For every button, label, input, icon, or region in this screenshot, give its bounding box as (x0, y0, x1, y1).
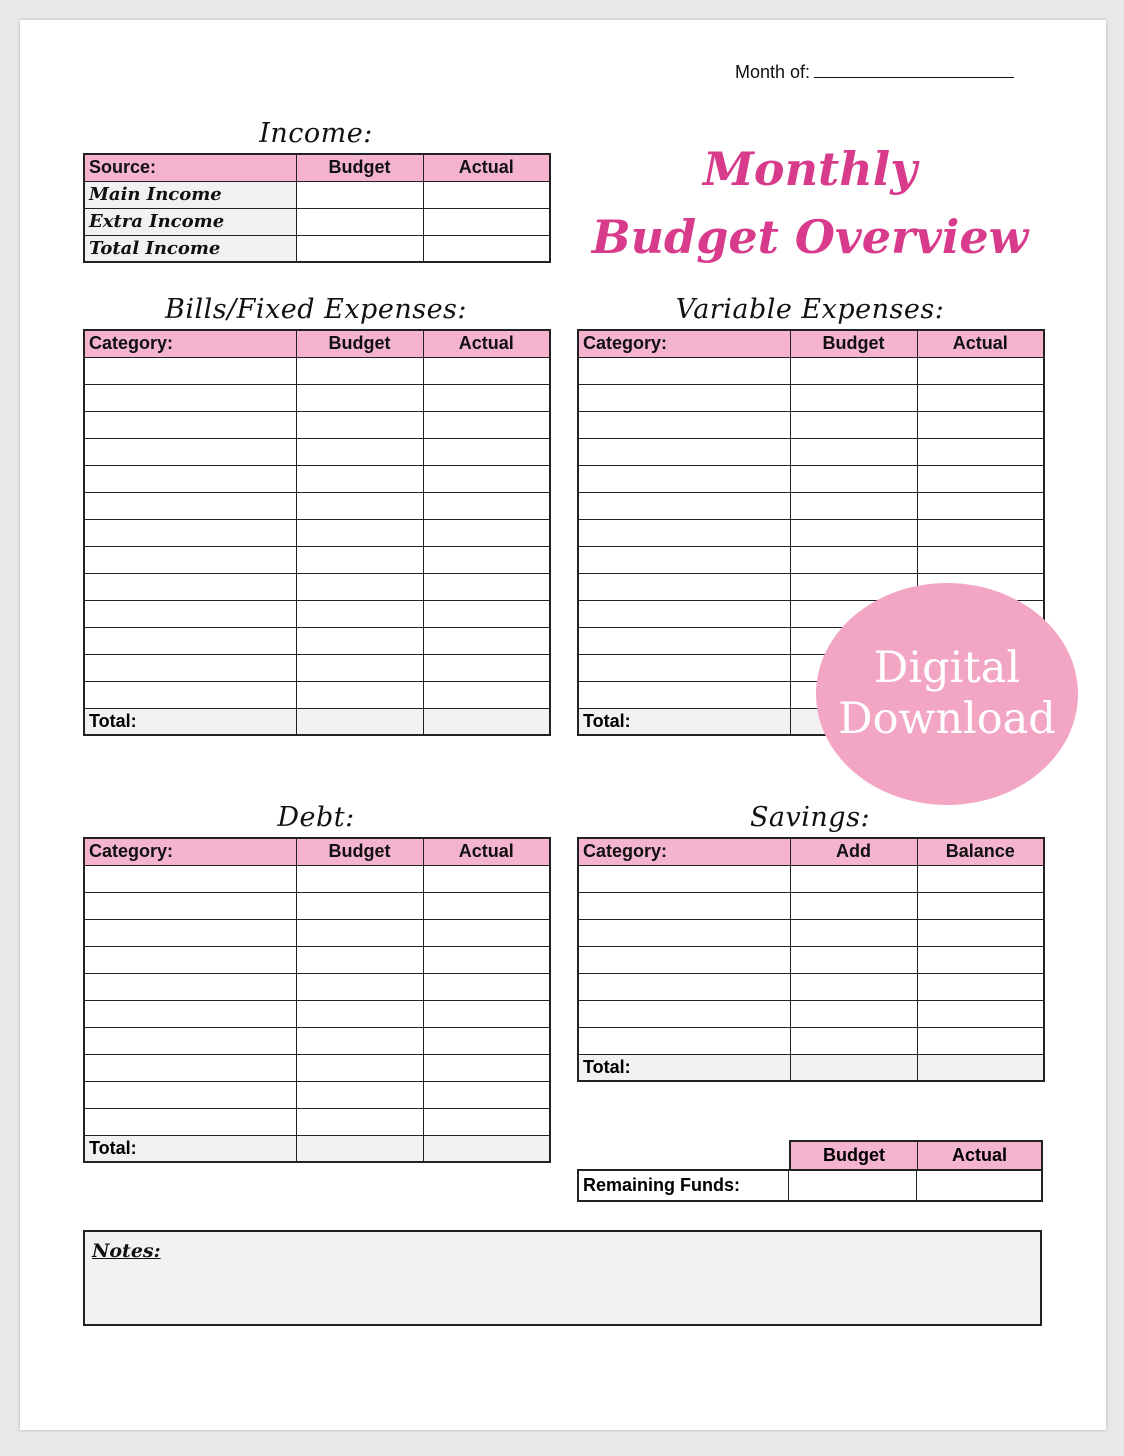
savings-total-label: Total: (578, 1054, 790, 1081)
bills-cell[interactable] (84, 681, 296, 708)
income-header-budget: Budget (296, 154, 423, 181)
savings-header-category: Category: (578, 838, 790, 865)
debt-cell[interactable] (84, 892, 296, 919)
bills-cell[interactable] (296, 681, 423, 708)
bills-cell[interactable] (84, 546, 296, 573)
debt-cell[interactable] (296, 1108, 423, 1135)
income-header-actual: Actual (423, 154, 550, 181)
bills-row (84, 681, 550, 708)
bills-row (84, 573, 550, 600)
variable-cell[interactable] (578, 465, 790, 492)
bills-cell[interactable] (84, 357, 296, 384)
bills-cell[interactable] (296, 627, 423, 654)
badge-line1: Digital (873, 643, 1021, 693)
debt-row (84, 919, 550, 946)
variable-cell[interactable] (578, 546, 790, 573)
bills-cell[interactable] (296, 600, 423, 627)
bills-cell[interactable] (296, 492, 423, 519)
bills-cell[interactable] (423, 465, 550, 492)
badge-line2: Download (838, 694, 1056, 744)
variable-cell[interactable] (578, 573, 790, 600)
debt-cell[interactable] (423, 1054, 550, 1081)
digital-download-badge (816, 583, 1078, 805)
variable-row (578, 492, 1044, 519)
savings-cell[interactable] (917, 946, 1044, 973)
page-title-line1: Monthly (703, 142, 917, 196)
savings-cell[interactable] (790, 1000, 917, 1027)
debt-row (84, 865, 550, 892)
variable-cell[interactable] (790, 492, 917, 519)
bills-row (84, 600, 550, 627)
bills-row (84, 627, 550, 654)
debt-cell[interactable] (296, 919, 423, 946)
variable-cell[interactable] (917, 384, 1044, 411)
debt-cell[interactable] (423, 892, 550, 919)
remaining-header-budget: Budget (791, 1142, 918, 1169)
variable-cell[interactable] (917, 411, 1044, 438)
debt-cell[interactable] (84, 1108, 296, 1135)
bills-cell[interactable] (296, 519, 423, 546)
bills-row (84, 465, 550, 492)
bills-row (84, 411, 550, 438)
debt-row (84, 1081, 550, 1108)
debt-cell[interactable] (84, 1027, 296, 1054)
savings-cell[interactable] (790, 946, 917, 973)
savings-row (578, 1027, 1044, 1054)
savings-cell[interactable] (578, 865, 790, 892)
variable-row (578, 384, 1044, 411)
month-field[interactable] (735, 62, 1014, 83)
bills-header-category: Category: (84, 330, 296, 357)
debt-row (84, 973, 550, 1000)
variable-row (578, 438, 1044, 465)
bills-cell[interactable] (84, 600, 296, 627)
debt-cell[interactable] (296, 1027, 423, 1054)
variable-cell[interactable] (578, 492, 790, 519)
savings-header-add: Add (790, 838, 917, 865)
debt-cell[interactable] (423, 919, 550, 946)
income-total-budget-cell[interactable] (296, 235, 423, 262)
bills-cell[interactable] (423, 654, 550, 681)
variable-cell[interactable] (917, 465, 1044, 492)
month-label: Month of: (735, 62, 811, 82)
debt-cell[interactable] (84, 919, 296, 946)
savings-cell[interactable] (578, 973, 790, 1000)
bills-total-label: Total: (84, 708, 296, 735)
bills-cell[interactable] (296, 465, 423, 492)
variable-cell[interactable] (917, 519, 1044, 546)
bills-cell[interactable] (296, 357, 423, 384)
savings-cell[interactable] (578, 919, 790, 946)
bills-cell[interactable] (423, 492, 550, 519)
variable-cell[interactable] (917, 492, 1044, 519)
savings-cell[interactable] (578, 1027, 790, 1054)
bills-cell[interactable] (296, 411, 423, 438)
remaining-funds-block (577, 1140, 1043, 1202)
bills-cell[interactable] (423, 627, 550, 654)
debt-header-actual: Actual (423, 838, 550, 865)
variable-cell[interactable] (790, 465, 917, 492)
savings-cell[interactable] (790, 865, 917, 892)
savings-cell[interactable] (790, 919, 917, 946)
income-main-budget-cell[interactable] (296, 181, 423, 208)
savings-row (578, 946, 1044, 973)
bills-cell[interactable] (84, 438, 296, 465)
bills-heading: Bills/Fixed Expenses: (164, 294, 467, 325)
bills-cell[interactable] (423, 681, 550, 708)
savings-cell[interactable] (790, 892, 917, 919)
bills-cell[interactable] (84, 573, 296, 600)
variable-cell[interactable] (917, 357, 1044, 384)
variable-row (578, 465, 1044, 492)
debt-row (84, 1027, 550, 1054)
income-row-main: Main Income (84, 181, 296, 208)
savings-cell[interactable] (917, 1027, 1044, 1054)
page-title-line2: Budget Overview (591, 210, 1029, 264)
variable-header-budget: Budget (790, 330, 917, 357)
variable-cell[interactable] (578, 519, 790, 546)
bills-row (84, 546, 550, 573)
savings-total-cell[interactable] (790, 1054, 917, 1081)
bills-cell[interactable] (423, 438, 550, 465)
income-row-total: Total Income (84, 235, 296, 262)
variable-total-label: Total: (578, 708, 790, 735)
notes-box[interactable] (83, 1230, 1042, 1326)
bills-total-row (84, 708, 550, 735)
variable-cell[interactable] (578, 357, 790, 384)
debt-row (84, 1000, 550, 1027)
debt-cell[interactable] (84, 973, 296, 1000)
debt-total-cell[interactable] (296, 1135, 423, 1162)
income-total-actual-cell[interactable] (423, 235, 550, 262)
bills-total-cell[interactable] (296, 708, 423, 735)
variable-cell[interactable] (790, 519, 917, 546)
variable-cell[interactable] (917, 546, 1044, 573)
savings-cell[interactable] (917, 865, 1044, 892)
variable-row (578, 411, 1044, 438)
savings-cell[interactable] (578, 946, 790, 973)
debt-cell[interactable] (296, 946, 423, 973)
variable-cell[interactable] (917, 438, 1044, 465)
savings-row (578, 1000, 1044, 1027)
bills-row (84, 438, 550, 465)
savings-cell[interactable] (790, 973, 917, 1000)
debt-cell[interactable] (296, 1081, 423, 1108)
debt-total-cell[interactable] (423, 1135, 550, 1162)
bills-cell[interactable] (296, 384, 423, 411)
bills-cell[interactable] (296, 654, 423, 681)
variable-row (578, 546, 1044, 573)
bills-cell[interactable] (423, 573, 550, 600)
bills-cell[interactable] (423, 600, 550, 627)
debt-cell[interactable] (84, 865, 296, 892)
savings-cell[interactable] (917, 892, 1044, 919)
bills-cell[interactable] (84, 465, 296, 492)
debt-row (84, 946, 550, 973)
variable-cell[interactable] (790, 438, 917, 465)
income-row-extra: Extra Income (84, 208, 296, 235)
variable-cell[interactable] (790, 384, 917, 411)
debt-cell[interactable] (296, 865, 423, 892)
debt-cell[interactable] (84, 1000, 296, 1027)
debt-cell[interactable] (84, 1081, 296, 1108)
savings-cell[interactable] (578, 892, 790, 919)
debt-cell[interactable] (296, 1000, 423, 1027)
bills-cell[interactable] (423, 546, 550, 573)
savings-cell[interactable] (917, 919, 1044, 946)
debt-header-budget: Budget (296, 838, 423, 865)
debt-cell[interactable] (296, 892, 423, 919)
bills-row (84, 384, 550, 411)
debt-heading: Debt: (277, 802, 355, 833)
bills-cell[interactable] (423, 519, 550, 546)
bills-cell[interactable] (296, 573, 423, 600)
bills-cell[interactable] (423, 357, 550, 384)
debt-cell[interactable] (84, 946, 296, 973)
debt-row (84, 892, 550, 919)
income-extra-budget-cell[interactable] (296, 208, 423, 235)
variable-cell[interactable] (578, 654, 790, 681)
savings-total-row (578, 1054, 1044, 1081)
debt-header-category: Category: (84, 838, 296, 865)
savings-cell[interactable] (917, 973, 1044, 1000)
bills-cell[interactable] (84, 519, 296, 546)
savings-row (578, 919, 1044, 946)
budget-page (20, 20, 1106, 1430)
debt-cell[interactable] (423, 865, 550, 892)
variable-cell[interactable] (578, 627, 790, 654)
debt-row (84, 1054, 550, 1081)
savings-row (578, 892, 1044, 919)
remaining-funds-label: Remaining Funds: (579, 1171, 789, 1200)
income-extra-actual-cell[interactable] (423, 208, 550, 235)
bills-cell[interactable] (296, 438, 423, 465)
bills-cell[interactable] (84, 654, 296, 681)
debt-cell[interactable] (423, 1027, 550, 1054)
savings-row (578, 973, 1044, 1000)
savings-cell[interactable] (790, 1027, 917, 1054)
variable-cell[interactable] (578, 384, 790, 411)
income-main-actual-cell[interactable] (423, 181, 550, 208)
bills-cell[interactable] (423, 384, 550, 411)
savings-heading: Savings: (749, 802, 871, 833)
variable-row (578, 519, 1044, 546)
variable-header-category: Category: (578, 330, 790, 357)
variable-cell[interactable] (578, 438, 790, 465)
variable-row (578, 357, 1044, 384)
savings-cell[interactable] (917, 1000, 1044, 1027)
notes-label: Notes: (92, 1240, 161, 1262)
bills-cell[interactable] (296, 546, 423, 573)
bills-total-cell[interactable] (423, 708, 550, 735)
debt-cell[interactable] (423, 1081, 550, 1108)
debt-cell[interactable] (296, 1054, 423, 1081)
debt-cell[interactable] (423, 1108, 550, 1135)
debt-row (84, 1108, 550, 1135)
remaining-header-actual: Actual (951, 1145, 1007, 1165)
variable-cell[interactable] (790, 357, 917, 384)
savings-cell[interactable] (578, 1000, 790, 1027)
savings-table (577, 837, 1045, 1082)
remaining-budget-cell[interactable] (789, 1171, 917, 1200)
bills-row (84, 519, 550, 546)
debt-cell[interactable] (296, 973, 423, 1000)
debt-cell[interactable] (84, 1054, 296, 1081)
savings-total-cell[interactable] (917, 1054, 1044, 1081)
savings-header-balance: Balance (917, 838, 1044, 865)
bills-table (83, 329, 551, 736)
debt-cell[interactable] (423, 946, 550, 973)
bills-row (84, 654, 550, 681)
bills-row (84, 492, 550, 519)
bills-header-budget: Budget (296, 330, 423, 357)
remaining-actual-cell[interactable] (917, 1171, 1041, 1200)
bills-cell[interactable] (84, 627, 296, 654)
debt-total-row (84, 1135, 550, 1162)
variable-cell[interactable] (578, 681, 790, 708)
bills-header-actual: Actual (423, 330, 550, 357)
variable-cell[interactable] (790, 546, 917, 573)
income-heading: Income: (259, 118, 373, 149)
bills-cell[interactable] (423, 411, 550, 438)
variable-cell[interactable] (578, 600, 790, 627)
debt-cell[interactable] (423, 973, 550, 1000)
variable-header-actual: Actual (917, 330, 1044, 357)
bills-cell[interactable] (84, 492, 296, 519)
month-blank-line[interactable] (814, 62, 1014, 78)
debt-total-label: Total: (84, 1135, 296, 1162)
savings-row (578, 865, 1044, 892)
variable-cell[interactable] (578, 411, 790, 438)
income-table (83, 153, 551, 263)
variable-cell[interactable] (790, 411, 917, 438)
debt-table (83, 837, 551, 1163)
bills-row (84, 357, 550, 384)
bills-cell[interactable] (84, 411, 296, 438)
debt-cell[interactable] (423, 1000, 550, 1027)
income-header-source: Source: (84, 154, 296, 181)
bills-cell[interactable] (84, 384, 296, 411)
variable-heading: Variable Expenses: (675, 294, 945, 325)
